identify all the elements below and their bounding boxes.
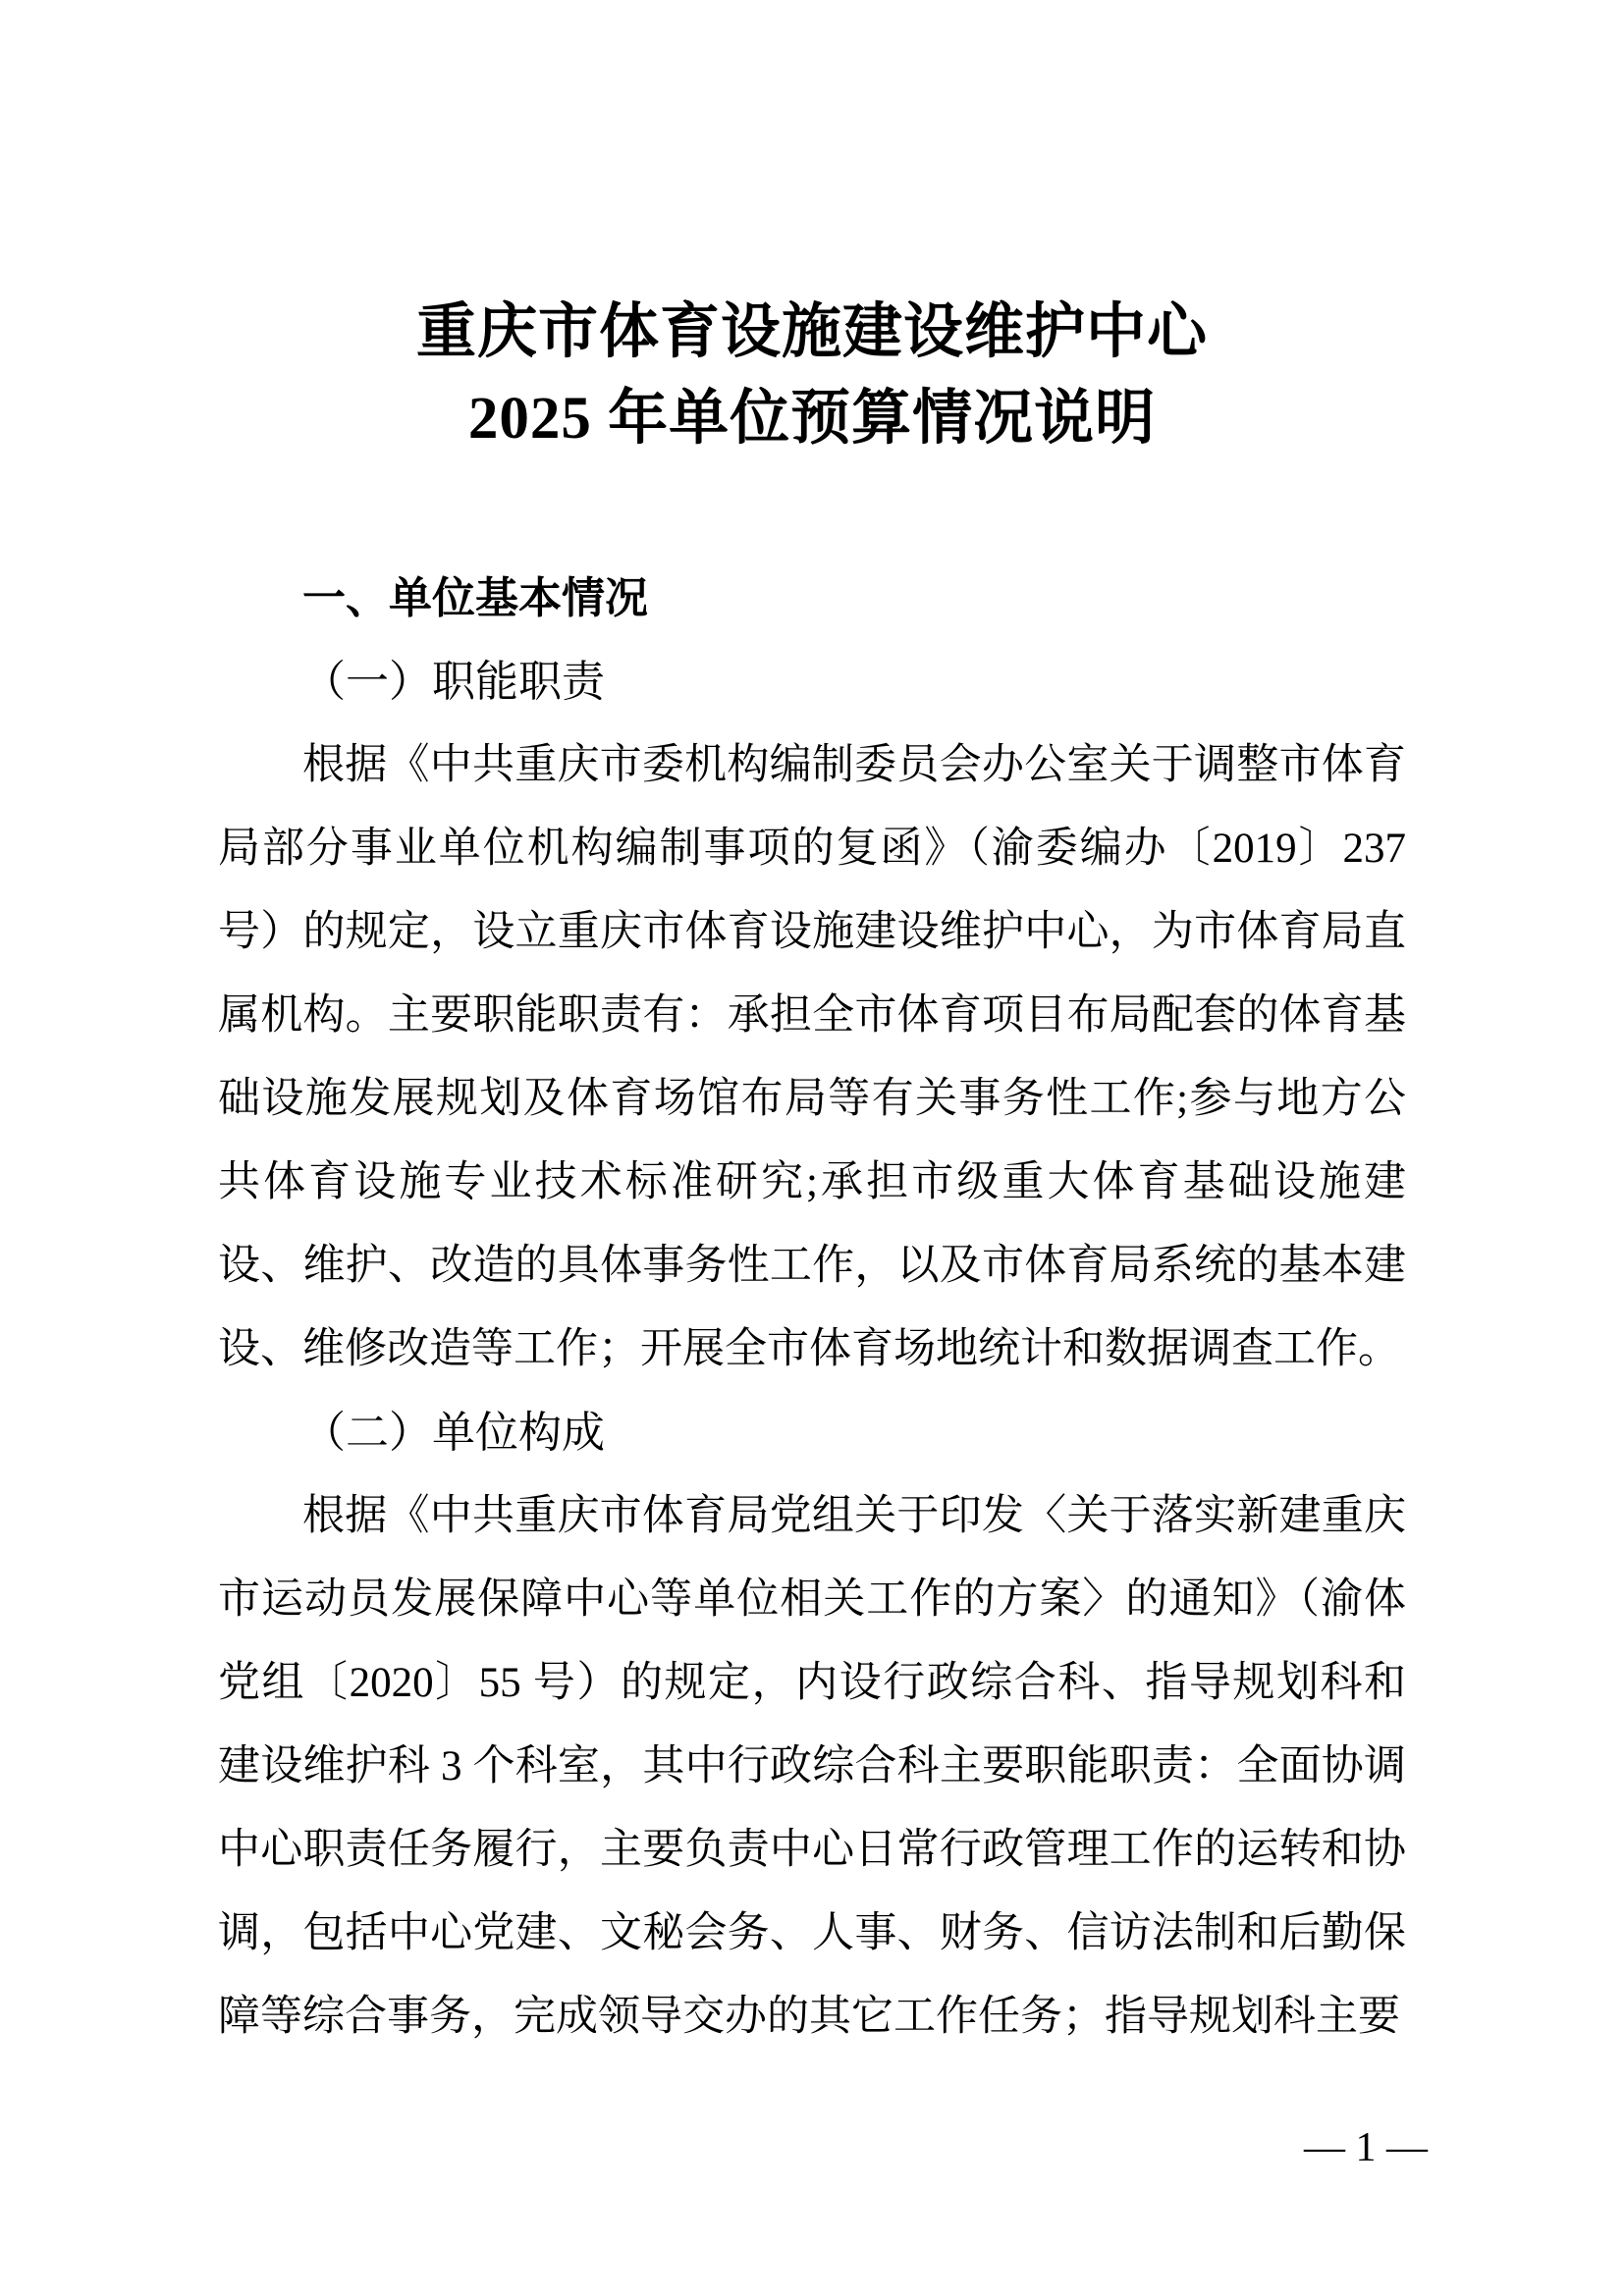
- page-number: — 1 —: [1304, 2125, 1428, 2170]
- title-line-1: 重庆市体育设施建设维护中心: [415, 299, 1208, 365]
- subsection-heading-duties: （一）职能职责: [302, 658, 605, 706]
- paragraph-duties: 根据《中共重庆市委机构编制委员会办公室关于调整市体育局部分事业单位机构编制事项的复函》（渝委编办〔2019〕237 号）的规定，设立重庆市体育设施建设维护中心，为市体育局直属机构。主要职能职责有：承担全市体育项目布局配套的体育基础设施发展规划及体育场馆布局等有关事务性工作;参与地方公共体育设施专业技术标准研究;承担市级重大体育基础设施建设、维护、改造的具体事务性工作，以及市体育局系统的基本建设、维修改造等工作；开展全市体育场地统计和数据调查工作。: [218, 742, 1406, 1372]
- document-title: [218, 290, 1406, 462]
- title-line-2: 2025 年单位预算情况说明: [467, 386, 1157, 452]
- section-heading-basic-info: 一、单位基本情况: [302, 574, 648, 622]
- subsection-heading-composition: （二）单位构成: [302, 1409, 605, 1457]
- document-content: [218, 0, 1406, 2058]
- paragraph-composition: 根据《中共重庆市体育局党组关于印发〈关于落实新建重庆市运动员发展保障中心等单位相关工作的方案〉的通知》（渝体党组〔2020〕55 号）的规定，内设行政综合科、指导规划科和建设维护科 3 个科室，其中行政综合科主要职能职责：全面协调中心职责任务履行，主要负责中心日常行政管理工作的运转和协调，包括中心党建、文秘会务、人事、财务、信访法制和后勤保障等综合事务，完成领导交办的其它工作任务；指导规划科主要: [218, 1493, 1406, 2040]
